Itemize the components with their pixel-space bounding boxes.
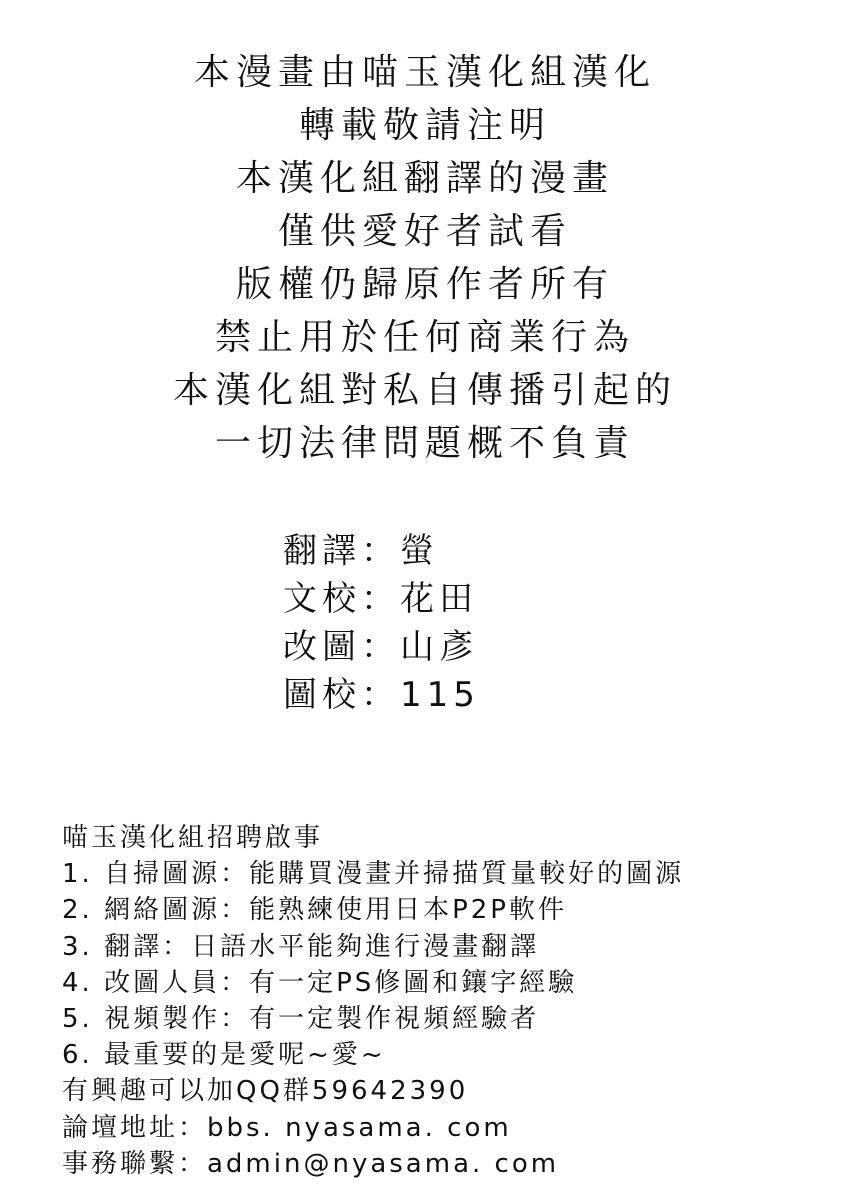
notice-line: 版權仍歸原作者所有	[235, 264, 614, 305]
notice-line: 本漫畫由喵玉漢化組漢化	[193, 52, 656, 93]
recruitment-item: 6. 最重要的是愛呢~愛~	[62, 1040, 386, 1071]
notice-line: 本漢化組翻譯的漫畫	[235, 158, 614, 199]
credit-role: 圖校	[283, 675, 361, 715]
recruitment-heading: 喵玉漢化組招聘啟事	[62, 823, 324, 853]
credit-name: 115	[400, 675, 480, 715]
recruitment-item: 5. 視頻製作：有一定製作視頻經驗者	[62, 1004, 540, 1035]
credit-row-translation	[283, 527, 480, 575]
credit-row-proofreading	[283, 575, 480, 623]
contact-email-line: 事務聯繫：admin@nyasama. com	[62, 1148, 560, 1179]
notice-line: 僅供愛好者試看	[277, 211, 572, 252]
recruitment-notice	[62, 820, 684, 1182]
notice-line: 一切法律問題概不負責	[214, 423, 635, 464]
credit-role: 改圖	[283, 627, 361, 667]
recruitment-item: 2. 網絡圖源：能熟練使用日本P2P軟件	[62, 895, 567, 926]
credit-separator: ：	[361, 627, 400, 667]
credit-row-image-check	[283, 671, 480, 719]
credit-separator: ：	[361, 579, 400, 619]
staff-credits	[283, 527, 480, 719]
recruitment-item: 4. 改圖人員：有一定PS修圖和鑲字經驗	[62, 967, 578, 998]
forum-address-line: 論壇地址：bbs. nyasama. com	[62, 1112, 512, 1143]
credit-role: 翻譯	[283, 531, 361, 571]
notice-line: 禁止用於任何商業行為	[214, 317, 635, 358]
recruitment-item: 1. 自掃圖源：能購買漫畫并掃描質量較好的圖源	[62, 859, 685, 890]
credit-name: 花田	[400, 579, 478, 619]
notice-line: 本漢化組對私自傳播引起的	[172, 370, 677, 411]
copyright-notice	[0, 46, 850, 470]
credit-role: 文校	[283, 579, 361, 619]
credit-separator: ：	[361, 675, 400, 715]
notice-line: 轉載敬請注明	[298, 105, 551, 146]
credit-name: 山彥	[400, 627, 478, 667]
credit-name: 螢	[400, 531, 439, 571]
credit-row-editing	[283, 623, 480, 671]
credit-separator: ：	[361, 531, 400, 571]
recruitment-item: 3. 翻譯：日語水平能夠進行漫畫翻譯	[62, 931, 540, 962]
qq-group-line: 有興趣可以加QQ群59642390	[62, 1076, 469, 1107]
